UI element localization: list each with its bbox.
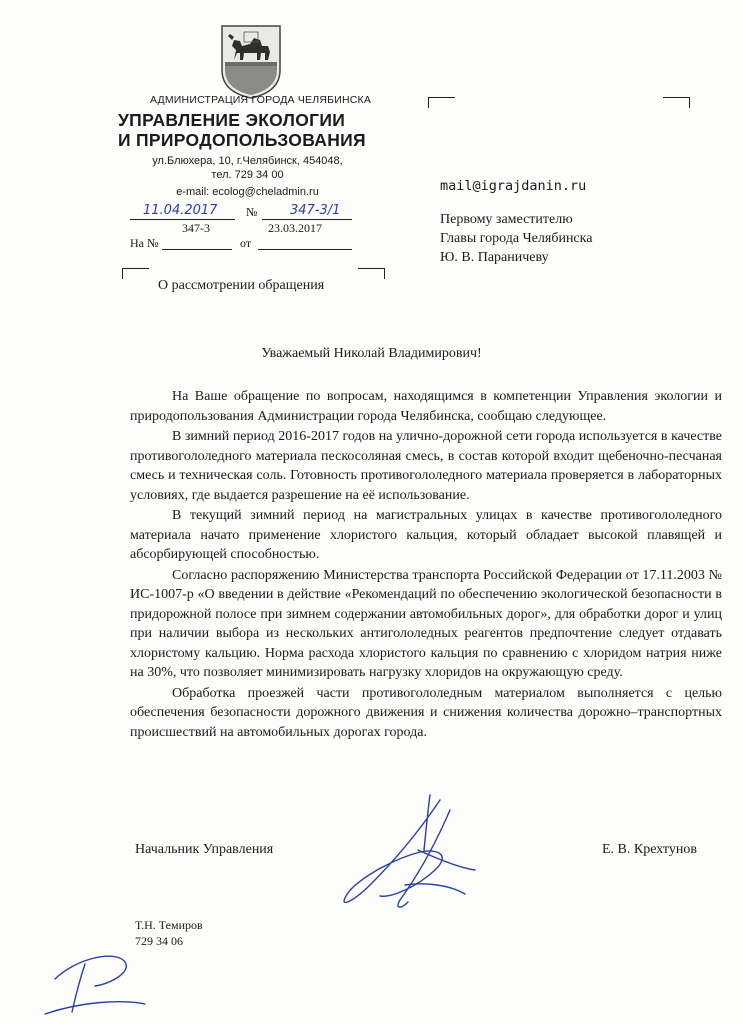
number-underline bbox=[262, 219, 352, 220]
handwritten-signature-icon bbox=[300, 790, 500, 930]
executor-phone: 729 34 06 bbox=[135, 934, 183, 948]
department-title-line2: И ПРИРОДОПОЛЬЗОВАНИЯ bbox=[118, 130, 366, 150]
reply-to-label: На № bbox=[130, 236, 159, 250]
subject-corner-right bbox=[358, 268, 385, 279]
recipient-line2: Главы города Челябинска bbox=[440, 231, 593, 246]
recipient-corner-right bbox=[663, 97, 690, 108]
subject-corner-left bbox=[122, 268, 149, 279]
number-sign: № bbox=[246, 205, 258, 219]
city-coat-of-arms-icon bbox=[216, 22, 286, 100]
body-paragraph: Согласно распоряжению Министерства транспорта Российской Федерации от 17.11.2003 № ИС-1007-р «О введении в действие «Рекомендаций по обеспечению экологической безопасности в придорожной полосе при зимнем содержании автомобильных дорог», для обработки дорог и улиц при наличии выбора из нескольких антигололедных реагентов предпочтение следует отдавать хлористому кальцию. Норма расхода хлористого кальция по сравнению с хлоридом натрия ниже на 30%, что позволяет минимизировать нагрузку хлоридов на окружающую среду. bbox=[130, 567, 722, 680]
recipient-corner-left bbox=[428, 97, 455, 108]
department-title bbox=[118, 110, 366, 150]
recipient-line1: Первому заместителю bbox=[440, 212, 573, 227]
recipient-block bbox=[440, 210, 592, 267]
department-title-line1: УПРАВЛЕНИЕ ЭКОЛОГИИ bbox=[118, 110, 346, 130]
reply-to-underline bbox=[162, 249, 232, 250]
executor-name: Т.Н. Темиров bbox=[135, 918, 203, 932]
recipient-line3: Ю. В. Параничеву bbox=[440, 250, 549, 265]
salutation: Уважаемый Николай Владимирович! bbox=[261, 346, 482, 361]
handwritten-date: 11.04.2017 bbox=[143, 203, 218, 218]
handwritten-initials-icon bbox=[40, 944, 150, 1019]
body-paragraph: В текущий зимний период на магистральных улицах в качестве противогололедного материала начато применение хлористого кальция, который обладает высокой плавящей и абсорбирующей способностью. bbox=[130, 508, 722, 562]
body-paragraph: Обработка проезжей части противогололедным материалом выполняется с целью обеспечения безопасности дорожного движения и снижения количества дорожно–транспортных происшествий на автомобильных дорогах города. bbox=[130, 685, 722, 740]
email-line: e-mail: ecolog@cheladmin.ru bbox=[176, 186, 319, 198]
letterhead-contacts bbox=[150, 154, 345, 199]
date-underline bbox=[130, 219, 235, 220]
letter-body bbox=[130, 387, 722, 743]
handwritten-number: 347-3/1 bbox=[290, 203, 341, 218]
reply-from-underline bbox=[258, 249, 352, 250]
body-paragraph: На Ваше обращение по вопросам, находящимся в компетенции Управления экологии и природопользования Администрации города Челябинска, сообщаю следующее. bbox=[130, 389, 722, 424]
recipient-email: mail@igrajdanin.ru bbox=[440, 178, 587, 194]
signatory-name: Е. В. Крехтунов bbox=[602, 842, 697, 857]
signatory-position: Начальник Управления bbox=[135, 842, 274, 857]
typed-date: 23.03.2017 bbox=[268, 221, 322, 235]
letter-subject: О рассмотрении обращения bbox=[158, 278, 325, 293]
organization-name: АДМИНИСТРАЦИЯ ГОРОДА ЧЕЛЯБИНСКА bbox=[150, 94, 372, 106]
typed-number: 347-3 bbox=[182, 221, 210, 235]
address-line: ул.Блюхера, 10, г.Челябинск, 454048, bbox=[152, 155, 343, 167]
reply-from-label: от bbox=[240, 236, 252, 250]
body-paragraph: В зимний период 2016-2017 годов на улично-дорожной сети города используется в качестве противогололедного материала пескосоляная смесь, в состав которой входит щебеночно-песчаная смесь и техническая соль. Готовность противогололедного материала проверяется в лабораторных условиях, где выдается разрешение на её использование. bbox=[130, 429, 722, 503]
phone-line: тел. 729 34 00 bbox=[211, 169, 284, 181]
